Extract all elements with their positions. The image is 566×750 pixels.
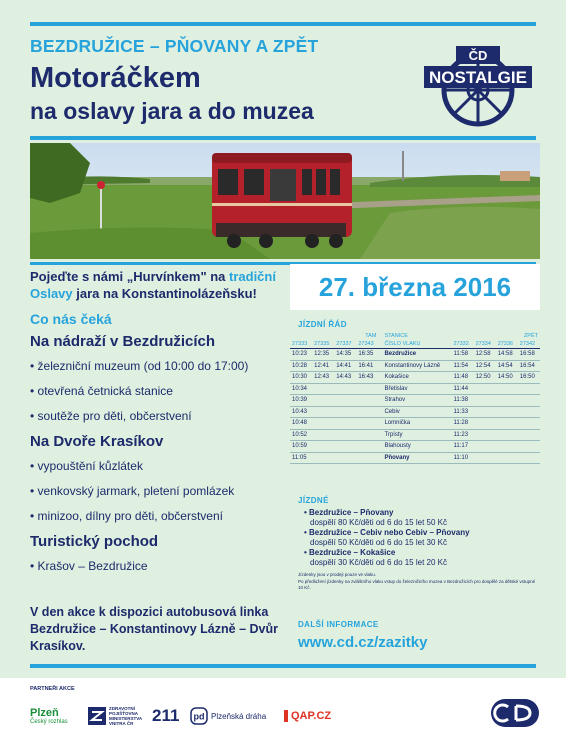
head-zpet: ZPĚT [523, 333, 538, 339]
fare-route: • Bezdružice – Kokašice [304, 548, 396, 557]
train-number: 27342 [519, 341, 536, 347]
departure-time: 16:50 [518, 372, 540, 384]
station-name: Kokašice [378, 372, 451, 384]
fare-price: dospělí 80 Kč/děti od 6 do 15 let 50 Kč [310, 518, 447, 527]
timetable-train-row [290, 340, 540, 349]
plzenska-draha-logo [190, 698, 266, 734]
info-panel [290, 264, 540, 664]
timetable-row [290, 360, 540, 372]
fare-price: dospělí 50 Kč/děti od 6 do 15 let 30 Kč [310, 538, 447, 547]
departure-time: 14:41 [334, 360, 356, 372]
logo-nostalgie-text: NOSTALGIE [429, 68, 527, 87]
station-name: Konstantinovy Lázně [378, 360, 451, 372]
train-number: 27333 [292, 341, 308, 347]
zpmv-number: 211 [152, 706, 180, 725]
departure-time: 14:35 [334, 349, 356, 361]
departure-time [334, 429, 356, 441]
cd-logo [490, 698, 540, 728]
departure-time: 10:59 [290, 441, 312, 453]
departure-time [356, 406, 378, 418]
departure-time: 14:50 [496, 372, 518, 384]
departure-time: 10:52 [290, 429, 312, 441]
list-item: • vypouštění kůzlátek [30, 459, 278, 473]
intro-text [30, 268, 278, 302]
departure-time [312, 418, 334, 430]
departure-time [496, 395, 518, 407]
plzenska-draha-text: Plzeňská dráha [211, 711, 267, 721]
departure-time [334, 406, 356, 418]
departure-time [334, 383, 356, 395]
departure-time [312, 452, 334, 464]
svg-text:pd: pd [193, 711, 205, 722]
program-column [30, 264, 278, 573]
departure-time [312, 395, 334, 407]
departure-time: 16:58 [518, 349, 540, 361]
head-stanice: STANICE [384, 333, 408, 339]
timetable-row [290, 395, 540, 407]
fare-note: Po předložení jízdenky na zvláštního vlaku vstup do železničního muzea v Bezdružicích pro dospělé za dětské vstupné 10 Kč. [298, 579, 536, 590]
timetable-row [290, 383, 540, 395]
departure-time: 11:54 [451, 360, 473, 372]
photo-top-rule [30, 136, 536, 140]
departure-time [496, 429, 518, 441]
departure-time: 12:54 [474, 360, 496, 372]
station-name: Bezdružice [378, 349, 451, 361]
departure-time [356, 441, 378, 453]
route-subtitle: BEZDRUŽICE – PŇOVANY A ZPĚT [30, 36, 319, 56]
departure-time: 14:43 [334, 372, 356, 384]
departure-time: 12:43 [312, 372, 334, 384]
station-name: Břetislav [378, 383, 451, 395]
train-number: 27334 [475, 341, 491, 347]
departure-time [496, 452, 518, 464]
departure-time: 10:23 [290, 349, 312, 361]
departure-time [474, 441, 496, 453]
train-number: 27335 [314, 341, 330, 347]
plzen-text: Plzeň [30, 707, 59, 719]
station-name: Strahov [378, 395, 451, 407]
more-info-label: DALŠÍ INFORMACE [298, 620, 379, 629]
departure-time [518, 418, 540, 430]
departure-time: 10:34 [290, 383, 312, 395]
timetable-row [290, 418, 540, 430]
departure-time: 16:43 [356, 372, 378, 384]
fares-label: JÍZDNÉ [298, 496, 329, 505]
zpmv-icon [88, 707, 106, 725]
departure-time [334, 418, 356, 430]
headline-second-line: na oslavy jara a do muzea [30, 98, 314, 124]
departure-time: 11:17 [451, 441, 473, 453]
departure-time [474, 406, 496, 418]
bus-info: V den akce k dispozici autobusová linka Bezdružice – Konstantinovy Lázně – Dvůr Krasíkov. [30, 605, 278, 653]
list-item: • minizoo, dílny pro děti, občerstvení [30, 509, 278, 523]
timetable-row [290, 441, 540, 453]
train-number: 27343 [358, 341, 374, 347]
fares-block [298, 496, 538, 591]
timetable-body [290, 349, 540, 464]
timetable [290, 332, 540, 464]
partners-footer [0, 678, 566, 750]
departure-time: 11:05 [290, 452, 312, 464]
departure-time [518, 452, 540, 464]
departure-time [356, 429, 378, 441]
station-name: Trpísty [378, 429, 451, 441]
departure-time [356, 452, 378, 464]
intro-part1: Pojeďte s námi „Hurvínkem" na [30, 269, 230, 284]
departure-time [496, 418, 518, 430]
bottom-rule [30, 664, 536, 668]
list-item: • železniční muzeum (od 10:00 do 17:00) [30, 359, 278, 373]
departure-time [474, 452, 496, 464]
departure-time [474, 429, 496, 441]
departure-time [312, 441, 334, 453]
top-rule [30, 22, 536, 26]
departure-time: 11:28 [451, 418, 473, 430]
departure-time: 11:33 [451, 406, 473, 418]
departure-time: 14:58 [496, 349, 518, 361]
departure-time: 10:30 [290, 372, 312, 384]
departure-time: 10:43 [290, 406, 312, 418]
departure-time [518, 441, 540, 453]
fare-price: dospělí 30 Kč/děti od 6 do 15 let 20 Kč [310, 558, 447, 567]
head-vlak: ČÍSLO VLAKU [384, 341, 421, 347]
intro-part2: jara na Konstantinolázeňsku! [72, 286, 257, 301]
departure-time [474, 383, 496, 395]
departure-time [356, 383, 378, 395]
departure-time [312, 406, 334, 418]
timetable-direction-row [290, 332, 540, 340]
fare-route: • Bezdružice – Cebiv nebo Cebiv – Pňovany [304, 528, 470, 537]
departure-time [518, 395, 540, 407]
train-number: 27336 [497, 341, 513, 347]
program-heading: Co nás čeká [30, 311, 112, 327]
station-name: Lomnička [378, 418, 451, 430]
plzen-logo [30, 698, 68, 734]
list-item: • otevřená četnická stanice [30, 384, 278, 398]
departure-time [312, 429, 334, 441]
fare-note: Jízdenky jsou v prodeji pouze ve vlaku. [298, 572, 377, 577]
departure-time: 11:48 [451, 372, 473, 384]
departure-time [496, 383, 518, 395]
departure-time: 14:54 [496, 360, 518, 372]
timetable-row [290, 452, 540, 464]
departure-time: 16:41 [356, 360, 378, 372]
head-tam: TAM [365, 333, 377, 339]
fare-route-text: Bezdružice – Kokašice [309, 548, 396, 557]
departure-time: 11:58 [451, 349, 473, 361]
timetable-row [290, 429, 540, 441]
departure-time: 11:23 [451, 429, 473, 441]
logo-cd-text: ČD [468, 48, 488, 63]
intro-highlight-tradicni: tradiční [229, 269, 276, 284]
timetable-row [290, 349, 540, 361]
departure-time: 10:48 [290, 418, 312, 430]
timetable-label: JÍZDNÍ ŘÁD [298, 320, 347, 329]
departure-time [334, 452, 356, 464]
list-item: • Krašov – Bezdružice [30, 559, 278, 573]
fare-route-text: Bezdružice – Cebiv nebo Cebiv – Pňovany [309, 528, 470, 537]
railcar [212, 153, 352, 248]
departure-time: 12:58 [474, 349, 496, 361]
station-name: Blahousty [378, 441, 451, 453]
more-info-link[interactable]: www.cd.cz/zazitky [298, 634, 428, 651]
qap-logo [284, 698, 331, 734]
train-number: 27337 [336, 341, 352, 347]
departure-time: 10:28 [290, 360, 312, 372]
departure-time [496, 406, 518, 418]
timetable-row [290, 406, 540, 418]
departure-time: 11:10 [451, 452, 473, 464]
zpmv-logo [88, 698, 179, 734]
departure-time [334, 441, 356, 453]
departure-time [356, 395, 378, 407]
plzenska-draha-icon [190, 707, 208, 725]
departure-time: 11:38 [451, 395, 473, 407]
list-item: • soutěže pro děti, občerstvení [30, 409, 278, 423]
departure-time [334, 395, 356, 407]
section-title-nadrazi: Na nádraží v Bezdružicích [30, 333, 216, 350]
departure-time [496, 441, 518, 453]
departure-time [518, 406, 540, 418]
list-item: • venkovský jarmark, pletení pomlázek [30, 484, 278, 498]
station-name: Pňovany [378, 452, 451, 464]
departure-time: 12:41 [312, 360, 334, 372]
departure-time [518, 383, 540, 395]
departure-time: 10:39 [290, 395, 312, 407]
departure-time: 12:35 [312, 349, 334, 361]
station-name: Cebiv [378, 406, 451, 418]
departure-time [312, 383, 334, 395]
qap-text: QAP.CZ [284, 710, 331, 722]
section-title-pochod: Turistický pochod [30, 533, 159, 550]
departure-time [518, 429, 540, 441]
departure-time [474, 395, 496, 407]
departure-time [356, 418, 378, 430]
intro-highlight-oslavy: Oslavy [30, 286, 73, 301]
partners-label: PARTNEŘI AKCE [30, 686, 75, 692]
fare-route: • Bezdružice – Pňovany [304, 508, 394, 517]
departure-time: 16:54 [518, 360, 540, 372]
departure-time: 12:50 [474, 372, 496, 384]
cesky-rozhlas-text: Český rozhlas [30, 719, 68, 725]
train-photo [30, 143, 540, 259]
section-title-dvur-krasikov: Na Dvoře Krasíkov [30, 433, 164, 450]
cd-nostalgie-logo [422, 40, 534, 130]
departure-time: 11:44 [451, 383, 473, 395]
event-date: 27. března 2016 [290, 264, 540, 310]
fare-route-text: Bezdružice – Pňovany [309, 508, 394, 517]
departure-time: 16:35 [356, 349, 378, 361]
headline: Motoráčkem [30, 62, 201, 94]
train-number: 27332 [453, 341, 469, 347]
timetable-row [290, 372, 540, 384]
departure-time [474, 418, 496, 430]
zpmv-text: ZDRAVOTNÍ POJIŠŤOVNA MINISTERSTVA VNITRA ČR [109, 706, 143, 726]
